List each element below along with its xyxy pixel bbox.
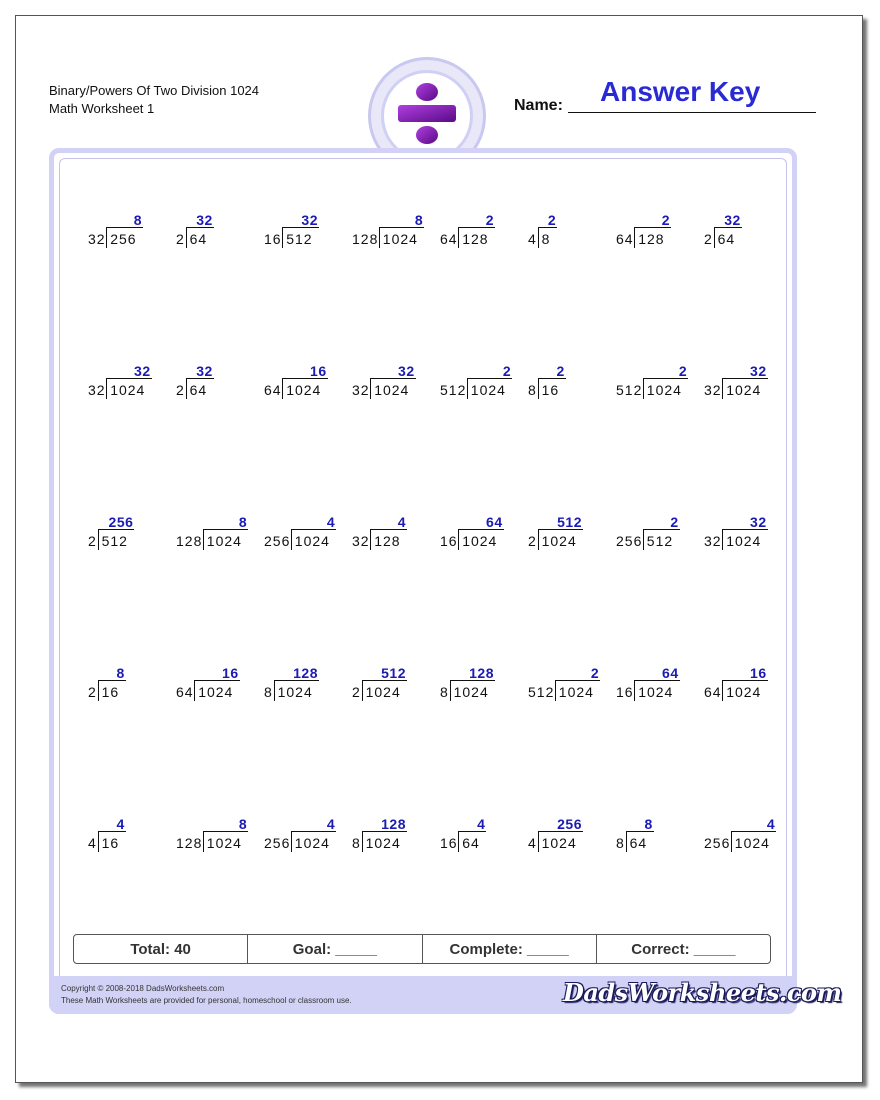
divisor: 512 [440,382,467,398]
quotient-answer: 64 [662,665,679,681]
quotient-answer: 2 [502,363,512,379]
division-problem [176,363,256,407]
score-total: Total: 40 [74,935,248,963]
score-complete[interactable]: Complete: _____ [423,935,597,963]
divisor: 512 [616,382,643,398]
quotient-answer: 4 [326,514,336,530]
quotient-answer: 16 [222,665,239,681]
dividend: 1024 [294,835,330,851]
dividend: 16 [101,684,120,700]
divisor: 64 [704,684,722,700]
division-problem [704,212,784,256]
divisor: 16 [440,533,458,549]
quotient-answer: 32 [724,212,741,228]
dividend: 128 [638,231,665,247]
dividend: 1024 [726,533,762,549]
dividend: 1024 [541,533,577,549]
dividend: 256 [110,231,137,247]
division-problem [352,363,432,407]
quotient-answer: 2 [590,665,600,681]
divisor: 2 [88,533,97,549]
dividend: 1024 [374,382,410,398]
dividend: 64 [189,231,208,247]
dividend: 1024 [110,382,146,398]
divisor: 4 [88,835,97,851]
division-problem [88,514,168,558]
dividend: 1024 [734,835,770,851]
divisor: 64 [176,684,194,700]
division-problem [88,816,168,860]
quotient-answer: 8 [644,816,653,832]
divisor: 32 [352,533,370,549]
quotient-answer: 256 [108,514,134,530]
quotient-answer: 4 [116,816,125,832]
division-problem [440,363,520,407]
divisor: 32 [704,382,722,398]
divisor: 512 [528,684,555,700]
division-problem [528,212,608,256]
quotient-answer: 32 [398,363,415,379]
divisor: 8 [352,835,361,851]
problems-frame [49,148,797,1014]
division-problem [704,665,784,709]
dividend: 16 [101,835,120,851]
quotient-answer: 128 [293,665,318,681]
divisor: 2 [88,684,97,700]
quotient-answer: 128 [381,816,406,832]
divisor: 4 [528,835,537,851]
divisor: 16 [264,231,282,247]
divisor: 2 [176,382,185,398]
division-problem [440,665,520,709]
division-problem [704,363,784,407]
dividend: 1024 [365,835,401,851]
division-problem [352,514,432,558]
division-problem [528,514,608,558]
dividend: 128 [462,231,489,247]
divisor: 128 [176,835,203,851]
divisor: 8 [616,835,625,851]
divisor: 128 [352,231,379,247]
quotient-answer: 32 [750,514,767,530]
division-problem [352,816,432,860]
divisor: 16 [616,684,634,700]
answer-key-text: Answer Key [600,76,761,107]
division-problem [440,816,520,860]
division-problem [440,212,520,256]
dividend: 1024 [277,684,313,700]
division-problem [528,363,608,407]
division-problem [88,363,168,407]
division-problem [616,363,696,407]
division-problem [264,363,344,407]
quotient-answer: 32 [196,363,213,379]
division-problem [176,816,256,860]
dividend: 512 [646,533,674,549]
dividend: 1024 [541,835,577,851]
quotient-answer: 4 [326,816,336,832]
quotient-answer: 16 [310,363,327,379]
dividend: 1024 [558,684,594,700]
divisor: 64 [440,231,458,247]
dividend: 512 [101,533,128,549]
dividend: 1024 [726,684,762,700]
quotient-answer: 2 [670,514,679,530]
quotient-answer: 2 [547,212,557,228]
name-label: Name: [514,97,563,114]
division-problem [264,816,344,860]
division-problem [704,816,784,860]
division-problem [616,514,696,558]
quotient-answer: 256 [557,816,582,832]
division-symbol-icon [384,73,470,159]
copyright [61,983,352,1007]
dividend: 1024 [726,382,762,398]
divisor: 4 [528,231,537,247]
division-problem [352,665,432,709]
dividend: 64 [717,231,736,247]
dividend: 1024 [453,684,489,700]
quotient-answer: 128 [469,665,494,681]
divisor: 16 [440,835,458,851]
division-problem [616,816,696,860]
dividend: 1024 [462,533,498,549]
worksheet-title [49,82,259,118]
division-problem [264,514,344,558]
dividend: 1024 [206,835,242,851]
dividend: 512 [286,231,313,247]
divisor: 64 [616,231,634,247]
quotient-answer: 32 [750,363,767,379]
dividend: 1024 [286,382,322,398]
divisor: 32 [352,382,370,398]
division-problem [352,212,432,256]
quotient-answer: 32 [196,212,213,228]
divisor: 32 [704,533,722,549]
divisor: 2 [528,533,537,549]
dividend: 64 [462,835,480,851]
divisor: 8 [264,684,273,700]
dividend: 1024 [294,533,330,549]
quotient-answer: 8 [133,212,142,228]
quotient-answer: 32 [134,363,151,379]
quotient-answer: 8 [238,816,248,832]
division-problem [704,514,784,558]
dividend: 1024 [638,684,674,700]
quotient-answer: 16 [750,665,767,681]
divisor: 32 [88,382,106,398]
dividend: 128 [374,533,401,549]
dividend: 8 [541,231,551,247]
score-correct[interactable]: Correct: _____ [631,940,736,958]
divisor: 256 [616,533,643,549]
dividend: 64 [629,835,648,851]
title-line-1: Binary/Powers Of Two Division 1024 [49,83,260,98]
copyright-line-1: Copyright © 2008-2018 DadsWorksheets.com [61,984,225,993]
copyright-line-2: These Math Worksheets are provided for personal, homeschool or classroom use. [61,996,352,1005]
dividend: 1024 [382,231,418,247]
quotient-answer: 2 [678,363,688,379]
quotient-answer: 8 [414,212,424,228]
division-problem [176,514,256,558]
quotient-answer: 2 [485,212,494,228]
score-goal[interactable]: Goal: _____ [248,935,422,963]
division-problem [176,212,256,256]
quotient-answer: 512 [381,665,406,681]
divisor: 2 [176,231,185,247]
division-problem [528,816,608,860]
quotient-answer: 32 [301,212,318,228]
dividend: 1024 [365,684,401,700]
dividend: 1024 [206,533,242,549]
divisor: 128 [176,533,203,549]
name-field[interactable] [568,112,816,113]
divisor: 2 [704,231,713,247]
brand-logo: DadsWorksheets.com [563,978,842,1007]
divisor: 32 [88,231,106,247]
quotient-answer: 2 [661,212,670,228]
quotient-answer: 512 [557,514,582,530]
divisor: 8 [440,684,449,700]
division-problem [440,514,520,558]
divisor: 256 [264,533,291,549]
dividend: 1024 [646,382,682,398]
divisor: 64 [264,382,282,398]
dividend: 1024 [470,382,506,398]
score-table [73,934,771,964]
division-problem [616,665,696,709]
divisor: 256 [704,835,731,851]
division-problem [264,665,344,709]
divisor: 2 [352,684,361,700]
title-line-2: Math Worksheet 1 [49,101,155,116]
divisor: 256 [264,835,291,851]
division-problem [88,665,168,709]
quotient-answer: 8 [116,665,125,681]
quotient-answer: 2 [556,363,565,379]
division-problem [88,212,168,256]
divisor: 8 [528,382,537,398]
division-problem [528,665,608,709]
dividend: 64 [189,382,208,398]
division-problem [616,212,696,256]
quotient-answer: 4 [477,816,486,832]
division-problem [176,665,256,709]
quotient-answer: 64 [486,514,503,530]
dividend: 1024 [198,684,234,700]
quotient-answer: 4 [766,816,776,832]
quotient-answer: 4 [397,514,406,530]
dividend: 16 [541,382,560,398]
quotient-answer: 8 [238,514,248,530]
division-problem [264,212,344,256]
